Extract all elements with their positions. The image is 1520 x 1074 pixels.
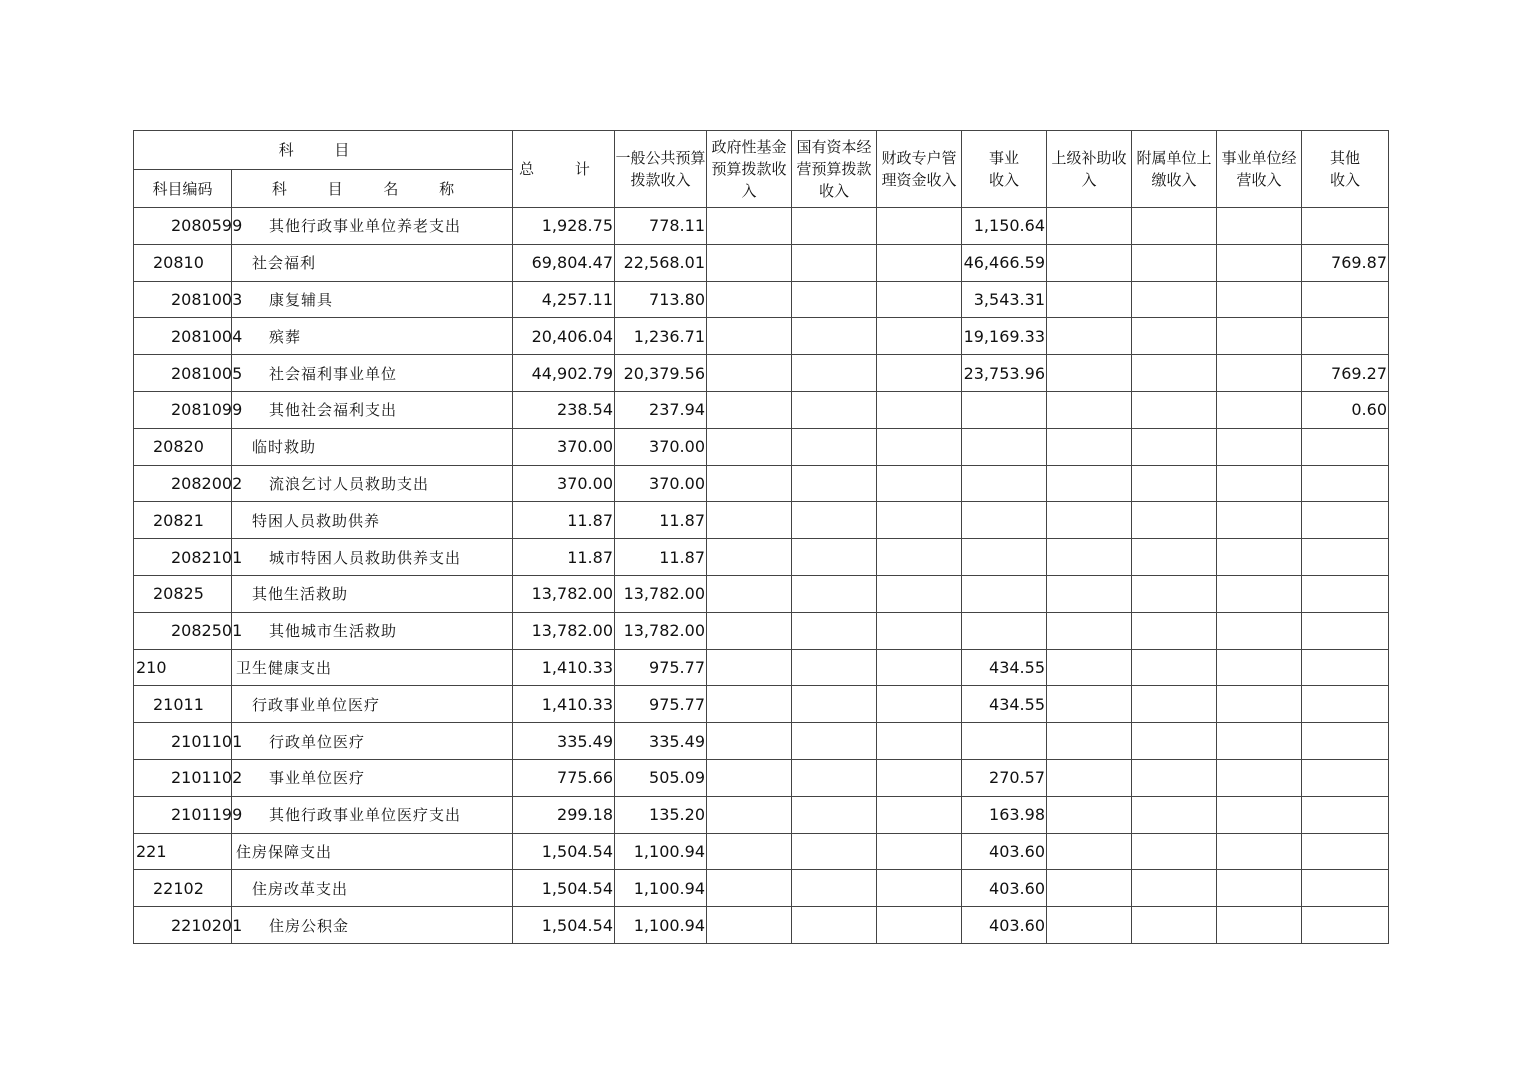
row-code: 2081005 [134, 355, 232, 392]
superior-subsidy-cell [1047, 759, 1132, 796]
gov-fund-cell [707, 870, 792, 907]
affiliated-cell [1132, 612, 1217, 649]
gov-fund-header: 政府性基金预算拨款收入 [707, 131, 792, 208]
affiliated-cell [1132, 208, 1217, 245]
row-code: 2101101 [134, 723, 232, 760]
row-code: 2081003 [134, 281, 232, 318]
business-income-cell [962, 539, 1047, 576]
table-row [134, 833, 1389, 870]
operating-cell [1217, 612, 1302, 649]
table-row [134, 907, 1389, 944]
other-income-cell [1302, 612, 1389, 649]
state-capital-cell [792, 465, 877, 502]
affiliated-cell [1132, 465, 1217, 502]
superior-subsidy-cell [1047, 244, 1132, 281]
row-name: 社会福利事业单位 [232, 355, 513, 392]
general-budget-cell: 1,236.71 [615, 318, 707, 355]
superior-subsidy-cell [1047, 723, 1132, 760]
other-income-cell [1302, 502, 1389, 539]
operating-cell [1217, 502, 1302, 539]
general-budget-cell: 11.87 [615, 539, 707, 576]
fiscal-special-cell [877, 539, 962, 576]
gov-fund-cell [707, 612, 792, 649]
business-income-cell: 163.98 [962, 796, 1047, 833]
gov-fund-cell [707, 244, 792, 281]
total-cell: 13,782.00 [513, 575, 615, 612]
gov-fund-cell [707, 502, 792, 539]
operating-cell [1217, 355, 1302, 392]
row-name: 流浪乞讨人员救助支出 [232, 465, 513, 502]
gov-fund-cell [707, 575, 792, 612]
fiscal-special-cell [877, 281, 962, 318]
gov-fund-cell [707, 318, 792, 355]
general-budget-cell: 22,568.01 [615, 244, 707, 281]
fiscal-special-cell [877, 759, 962, 796]
table-row [134, 870, 1389, 907]
state-capital-cell [792, 208, 877, 245]
total-cell: 13,782.00 [513, 612, 615, 649]
total-cell: 11.87 [513, 539, 615, 576]
superior-subsidy-cell [1047, 208, 1132, 245]
state-capital-cell [792, 575, 877, 612]
row-name: 行政单位医疗 [232, 723, 513, 760]
state-capital-cell [792, 907, 877, 944]
total-cell: 44,902.79 [513, 355, 615, 392]
operating-cell [1217, 759, 1302, 796]
gov-fund-cell [707, 833, 792, 870]
general-budget-cell: 13,782.00 [615, 575, 707, 612]
business-income-cell: 434.55 [962, 649, 1047, 686]
fiscal-special-cell [877, 649, 962, 686]
operating-cell [1217, 575, 1302, 612]
general-budget-cell: 1,100.94 [615, 870, 707, 907]
other-income-cell [1302, 796, 1389, 833]
general-budget-header: 一般公共预算拨款收入 [615, 131, 707, 208]
row-code: 221 [134, 833, 232, 870]
affiliated-cell [1132, 281, 1217, 318]
general-budget-cell: 778.11 [615, 208, 707, 245]
affiliated-cell [1132, 686, 1217, 723]
superior-subsidy-cell [1047, 318, 1132, 355]
general-budget-cell: 20,379.56 [615, 355, 707, 392]
superior-subsidy-cell [1047, 391, 1132, 428]
state-capital-cell [792, 281, 877, 318]
superior-subsidy-cell [1047, 686, 1132, 723]
business-income-cell [962, 428, 1047, 465]
row-name: 卫生健康支出 [232, 649, 513, 686]
other-income-cell [1302, 318, 1389, 355]
row-name: 行政事业单位医疗 [232, 686, 513, 723]
affiliated-cell [1132, 391, 1217, 428]
row-name: 社会福利 [232, 244, 513, 281]
state-capital-cell [792, 686, 877, 723]
affiliated-cell [1132, 428, 1217, 465]
operating-cell [1217, 833, 1302, 870]
affiliated-cell [1132, 539, 1217, 576]
state-capital-cell [792, 318, 877, 355]
total-cell: 1,504.54 [513, 833, 615, 870]
code-header: 科目编码 [134, 170, 232, 208]
business-income-cell: 19,169.33 [962, 318, 1047, 355]
table-row [134, 723, 1389, 760]
business-income-cell [962, 465, 1047, 502]
table-row [134, 318, 1389, 355]
other-income-cell: 769.27 [1302, 355, 1389, 392]
table-row [134, 612, 1389, 649]
row-code: 2082501 [134, 612, 232, 649]
row-name: 特困人员救助供养 [232, 502, 513, 539]
fiscal-special-cell [877, 318, 962, 355]
table-row [134, 796, 1389, 833]
operating-cell [1217, 391, 1302, 428]
row-code: 2082101 [134, 539, 232, 576]
operating-cell [1217, 465, 1302, 502]
general-budget-cell: 237.94 [615, 391, 707, 428]
total-cell: 370.00 [513, 428, 615, 465]
other-income-cell: 0.60 [1302, 391, 1389, 428]
affiliated-cell [1132, 318, 1217, 355]
gov-fund-cell [707, 355, 792, 392]
total-cell: 1,928.75 [513, 208, 615, 245]
state-capital-cell [792, 796, 877, 833]
fiscal-special-cell [877, 612, 962, 649]
row-name: 城市特困人员救助供养支出 [232, 539, 513, 576]
general-budget-cell: 11.87 [615, 502, 707, 539]
business-income-cell: 403.60 [962, 907, 1047, 944]
row-code: 2081004 [134, 318, 232, 355]
superior-subsidy-cell [1047, 870, 1132, 907]
fiscal-special-cell [877, 391, 962, 428]
row-code: 20825 [134, 575, 232, 612]
other-income-cell [1302, 208, 1389, 245]
state-capital-cell [792, 649, 877, 686]
table-row [134, 539, 1389, 576]
business-income-cell [962, 723, 1047, 760]
table-row [134, 391, 1389, 428]
table-row [134, 208, 1389, 245]
fiscal-special-cell [877, 870, 962, 907]
fiscal-special-cell [877, 428, 962, 465]
other-income-cell [1302, 649, 1389, 686]
business-income-cell: 46,466.59 [962, 244, 1047, 281]
other-income-cell [1302, 870, 1389, 907]
general-budget-cell: 1,100.94 [615, 833, 707, 870]
state-capital-cell [792, 833, 877, 870]
row-name: 其他行政事业单位医疗支出 [232, 796, 513, 833]
table-row [134, 575, 1389, 612]
total-cell: 370.00 [513, 465, 615, 502]
operating-cell [1217, 686, 1302, 723]
superior-subsidy-cell [1047, 465, 1132, 502]
table-row [134, 686, 1389, 723]
general-budget-cell: 370.00 [615, 428, 707, 465]
general-budget-cell: 713.80 [615, 281, 707, 318]
general-budget-cell: 975.77 [615, 649, 707, 686]
other-income-cell [1302, 575, 1389, 612]
gov-fund-cell [707, 208, 792, 245]
general-budget-cell: 1,100.94 [615, 907, 707, 944]
row-code: 2210201 [134, 907, 232, 944]
table-row [134, 465, 1389, 502]
affiliated-cell [1132, 355, 1217, 392]
fiscal-special-cell [877, 208, 962, 245]
other-income-cell [1302, 428, 1389, 465]
affiliated-cell [1132, 244, 1217, 281]
other-income-header: 其他收入 [1302, 131, 1389, 208]
gov-fund-cell [707, 539, 792, 576]
business-income-cell [962, 575, 1047, 612]
superior-subsidy-cell [1047, 428, 1132, 465]
table-row [134, 759, 1389, 796]
state-capital-cell [792, 244, 877, 281]
fiscal-special-cell [877, 355, 962, 392]
superior-subsidy-cell [1047, 539, 1132, 576]
business-income-cell [962, 391, 1047, 428]
business-income-cell [962, 502, 1047, 539]
operating-cell [1217, 870, 1302, 907]
operating-cell [1217, 281, 1302, 318]
superior-subsidy-cell [1047, 281, 1132, 318]
other-income-cell [1302, 686, 1389, 723]
superior-subsidy-cell [1047, 796, 1132, 833]
row-code: 2101199 [134, 796, 232, 833]
fiscal-special-header: 财政专户管理资金收入 [877, 131, 962, 208]
name-header: 科 目 名 称 [232, 170, 513, 208]
total-header: 总 计 [513, 131, 615, 208]
superior-subsidy-cell [1047, 612, 1132, 649]
fiscal-special-cell [877, 465, 962, 502]
gov-fund-cell [707, 907, 792, 944]
table-row [134, 244, 1389, 281]
state-capital-cell [792, 870, 877, 907]
total-cell: 1,504.54 [513, 870, 615, 907]
total-cell: 775.66 [513, 759, 615, 796]
state-capital-cell [792, 355, 877, 392]
row-name: 其他行政事业单位养老支出 [232, 208, 513, 245]
operating-cell [1217, 796, 1302, 833]
operating-cell [1217, 907, 1302, 944]
table-row [134, 649, 1389, 686]
business-income-cell: 270.57 [962, 759, 1047, 796]
business-income-cell: 3,543.31 [962, 281, 1047, 318]
subject-header: 科 目 [134, 131, 513, 170]
other-income-cell [1302, 281, 1389, 318]
affiliated-cell [1132, 649, 1217, 686]
operating-cell [1217, 723, 1302, 760]
total-cell: 238.54 [513, 391, 615, 428]
gov-fund-cell [707, 686, 792, 723]
row-code: 210 [134, 649, 232, 686]
fiscal-special-cell [877, 833, 962, 870]
business-income-cell: 403.60 [962, 870, 1047, 907]
fiscal-special-cell [877, 907, 962, 944]
affiliated-cell [1132, 907, 1217, 944]
row-name: 殡葬 [232, 318, 513, 355]
row-code: 2081099 [134, 391, 232, 428]
affiliated-cell [1132, 575, 1217, 612]
general-budget-cell: 505.09 [615, 759, 707, 796]
fiscal-special-cell [877, 796, 962, 833]
state-capital-cell [792, 539, 877, 576]
other-income-cell [1302, 759, 1389, 796]
affiliated-cell [1132, 502, 1217, 539]
state-capital-header: 国有资本经营预算拨款收入 [792, 131, 877, 208]
business-income-cell: 1,150.64 [962, 208, 1047, 245]
state-capital-cell [792, 723, 877, 760]
budget-income-table [133, 130, 1389, 944]
business-income-cell: 434.55 [962, 686, 1047, 723]
row-name: 住房改革支出 [232, 870, 513, 907]
superior-subsidy-cell [1047, 502, 1132, 539]
fiscal-special-cell [877, 502, 962, 539]
operating-cell [1217, 208, 1302, 245]
row-code: 22102 [134, 870, 232, 907]
total-cell: 11.87 [513, 502, 615, 539]
general-budget-cell: 335.49 [615, 723, 707, 760]
table-row [134, 281, 1389, 318]
business-income-cell: 23,753.96 [962, 355, 1047, 392]
row-code: 2082002 [134, 465, 232, 502]
total-cell: 1,410.33 [513, 649, 615, 686]
general-budget-cell: 135.20 [615, 796, 707, 833]
operating-cell [1217, 244, 1302, 281]
gov-fund-cell [707, 759, 792, 796]
row-code: 21011 [134, 686, 232, 723]
total-cell: 299.18 [513, 796, 615, 833]
operating-cell [1217, 649, 1302, 686]
table-row [134, 355, 1389, 392]
fiscal-special-cell [877, 723, 962, 760]
operating-cell [1217, 428, 1302, 465]
gov-fund-cell [707, 465, 792, 502]
gov-fund-cell [707, 281, 792, 318]
affiliated-cell [1132, 833, 1217, 870]
row-code: 20810 [134, 244, 232, 281]
fiscal-special-cell [877, 575, 962, 612]
general-budget-cell: 370.00 [615, 465, 707, 502]
total-cell: 1,410.33 [513, 686, 615, 723]
affiliated-cell [1132, 796, 1217, 833]
other-income-cell: 769.87 [1302, 244, 1389, 281]
superior-subsidy-cell [1047, 355, 1132, 392]
affiliated-cell [1132, 870, 1217, 907]
row-name: 住房公积金 [232, 907, 513, 944]
total-cell: 1,504.54 [513, 907, 615, 944]
superior-subsidy-cell [1047, 907, 1132, 944]
row-name: 其他社会福利支出 [232, 391, 513, 428]
gov-fund-cell [707, 723, 792, 760]
total-cell: 4,257.11 [513, 281, 615, 318]
affiliated-header: 附属单位上缴收入 [1132, 131, 1217, 208]
operating-cell [1217, 318, 1302, 355]
gov-fund-cell [707, 391, 792, 428]
row-code: 2101102 [134, 759, 232, 796]
business-income-header: 事业收入 [962, 131, 1047, 208]
superior-subsidy-header: 上级补助收入 [1047, 131, 1132, 208]
fiscal-special-cell [877, 244, 962, 281]
gov-fund-cell [707, 649, 792, 686]
row-name: 其他城市生活救助 [232, 612, 513, 649]
business-income-cell: 403.60 [962, 833, 1047, 870]
superior-subsidy-cell [1047, 575, 1132, 612]
state-capital-cell [792, 612, 877, 649]
total-cell: 335.49 [513, 723, 615, 760]
affiliated-cell [1132, 759, 1217, 796]
general-budget-cell: 975.77 [615, 686, 707, 723]
business-income-cell [962, 612, 1047, 649]
table-row [134, 502, 1389, 539]
other-income-cell [1302, 539, 1389, 576]
row-name: 临时救助 [232, 428, 513, 465]
other-income-cell [1302, 907, 1389, 944]
general-budget-cell: 13,782.00 [615, 612, 707, 649]
total-cell: 69,804.47 [513, 244, 615, 281]
row-name: 住房保障支出 [232, 833, 513, 870]
operating-header: 事业单位经营收入 [1217, 131, 1302, 208]
other-income-cell [1302, 723, 1389, 760]
other-income-cell [1302, 465, 1389, 502]
superior-subsidy-cell [1047, 649, 1132, 686]
row-name: 其他生活救助 [232, 575, 513, 612]
gov-fund-cell [707, 428, 792, 465]
state-capital-cell [792, 502, 877, 539]
superior-subsidy-cell [1047, 833, 1132, 870]
row-name: 康复辅具 [232, 281, 513, 318]
table-row [134, 428, 1389, 465]
state-capital-cell [792, 391, 877, 428]
affiliated-cell [1132, 723, 1217, 760]
fiscal-special-cell [877, 686, 962, 723]
row-name: 事业单位医疗 [232, 759, 513, 796]
state-capital-cell [792, 428, 877, 465]
row-code: 2080599 [134, 208, 232, 245]
other-income-cell [1302, 833, 1389, 870]
state-capital-cell [792, 759, 877, 796]
total-cell: 20,406.04 [513, 318, 615, 355]
gov-fund-cell [707, 796, 792, 833]
operating-cell [1217, 539, 1302, 576]
row-code: 20821 [134, 502, 232, 539]
row-code: 20820 [134, 428, 232, 465]
